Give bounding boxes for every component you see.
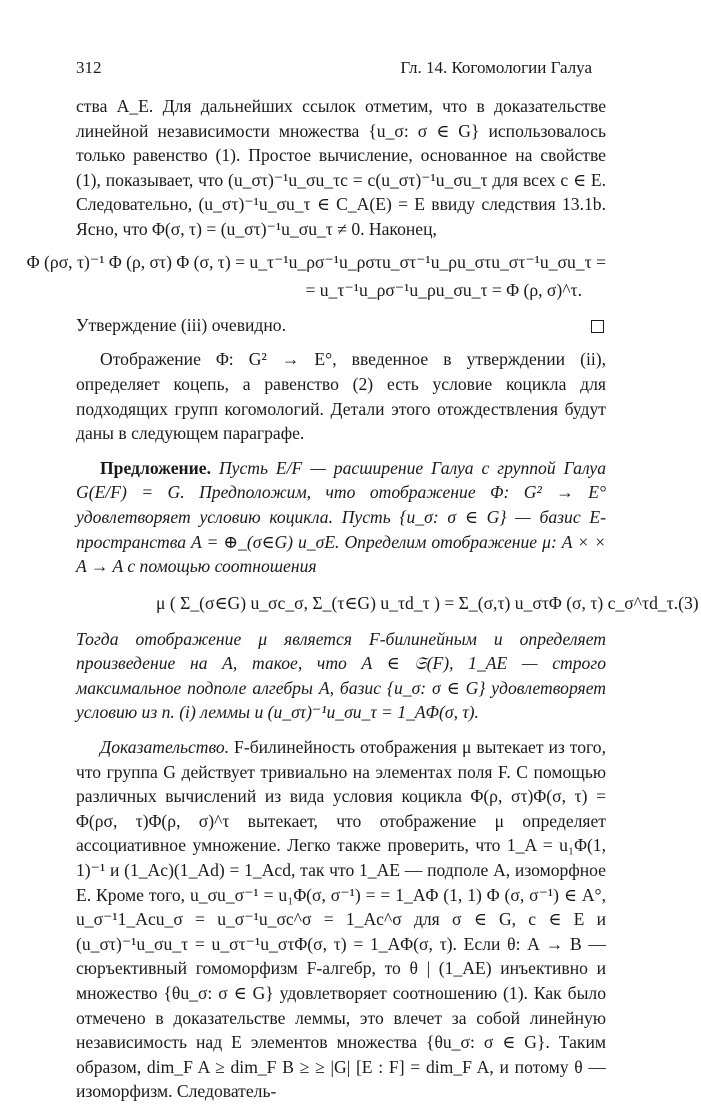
paragraph-continuation: ства A_E. Для дальнейших ссылок отметим, что в доказательстве линейной независимости множества {u_σ: σ ∈ G} использовалось только равенство (1). Простое вычисление, основанное на свойстве (1), показывает, что (u_στ)⁻¹u_σu_τc = c(u_στ)⁻¹u_σu_τ для всех c ∈ E. Следовательно, (u_στ)⁻¹u_σu_τ ∈ C_A(E) = E ввиду следствия 13.1b. Ясно, что Φ(σ, τ) = (u_στ)⁻¹u_σu_τ ≠ 0. Наконец, <box>76 96 606 239</box>
statement-iii-line <box>76 313 606 338</box>
running-title: Гл. 14. Когомологии Галуа <box>400 58 592 77</box>
qed-box-icon <box>591 320 604 333</box>
equation-line-1: Φ (ρσ, τ)⁻¹ Φ (ρ, στ) Φ (σ, τ) = u_τ⁻¹u_ρσ⁻¹u_ρστu_στ⁻¹u_ρu_στu_στ⁻¹u_σu_τ = <box>26 251 606 272</box>
statement-iii: Утверждение (iii) очевидно. <box>76 314 286 335</box>
page-header <box>76 58 592 78</box>
proposition-text: Пусть E/F — расширение Галуа с группой Галуа G(E/F) = G. Предположим, что отображение Φ: G² → E° удовлетворяет условию коцикла. Пусть {u_σ: σ ∈ G} — базис E-пространства A = ⊕_(σ∈G) u_σE. Определим отображение μ: A × × A → A с помощью соотношения <box>76 457 606 577</box>
proposition <box>76 456 606 579</box>
proof-label: Доказательство. <box>100 737 230 758</box>
proof <box>76 735 606 1104</box>
text-column <box>26 94 699 1104</box>
equation-line-2: = u_τ⁻¹u_ρσ⁻¹u_ρu_σu_τ = Φ (ρ, σ)^τ. <box>305 280 582 301</box>
proposition-continuation: Тогда отображение μ является F-билинейным и определяет произведение на A, такое, что A ∈ 𝔖(F), 1_AE — строго максимальное подполе алгебры A, базис {u_σ: σ ∈ G} удовлетворяет условию из п. (i) леммы и (u_στ)⁻¹u_σu_τ = 1_AΦ(σ, τ). <box>76 628 606 723</box>
proposition-label: Предложение. <box>100 457 211 478</box>
equation-3-number: (3) <box>678 592 699 613</box>
equation-3 <box>156 589 699 617</box>
paragraph-cochain: Отображение Φ: G² → E°, введенное в утверждении (ii), определяет коцепь, а равенство (2) есть условие коцикла для подходящих групп когомологий. Детали этого отождествления будут даны в следующем параграфе. <box>76 349 606 444</box>
equation-3-formula: μ ( Σ_(σ∈G) u_σc_σ, Σ_(τ∈G) u_τd_τ ) = Σ_(σ,τ) u_στΦ (σ, τ) c_σ^τd_τ. <box>156 592 679 613</box>
proof-text: F-билинейность отображения μ вытекает из того, что группа G действует тривиально на элементах поля F. С помощью различных вычислений из вида условия коцикла Φ(ρ, στ)Φ(σ, τ) = Φ(ρσ, τ)Φ(ρ, σ)^τ вытекает, что отображение μ определяет ассоциативное умножение. Легко также проверить, что 1_A = u₁Φ(1, 1)⁻¹ и (1_Ac)(1_Ad) = 1_Acd, так что 1_AE — подполе A, изоморфное E. Кроме того, u_σu_σ⁻¹ = u₁Φ(σ, σ⁻¹) = = 1_AΦ (1, 1) Φ (σ, σ⁻¹) ∈ A°, u_σ⁻¹1_Acu_σ = u_σ⁻¹u_σc^σ = 1_Ac^σ для σ ∈ G, c ∈ E и (u_στ)⁻¹u_σu_τ = u_στ⁻¹u_στΦ(σ, τ) = 1_AΦ(σ, τ). Если θ: A → B — сюръективный гомоморфизм F-алгебр, то θ | (1_AE) инъективно и множество {θu_σ: σ ∈ G} удовлетворяет соотношению (1). Как было отмечено в доказательстве леммы, это влечет за собой линейную независимость над E элементов множества {θu_σ: σ ∈ G}. Таким образом, dim_F A ≥ dim_F B ≥ ≥ |G| [E : F] = dim_F A, и потому θ — изоморфизм. Следователь- <box>76 737 606 1102</box>
page-number: 312 <box>76 58 102 77</box>
